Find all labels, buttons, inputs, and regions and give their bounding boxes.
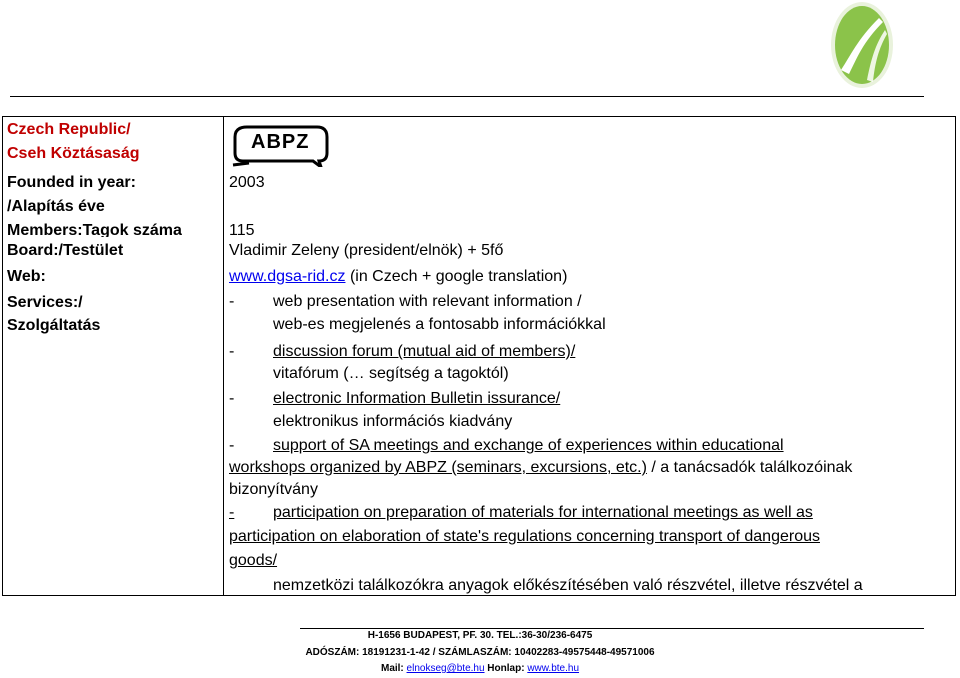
footer-web-link[interactable]: www.bte.hu xyxy=(527,663,580,674)
abpz-logo xyxy=(229,121,335,167)
service-5-line-a: participation on preparation of materials for international meetings as well as xyxy=(273,504,813,521)
founded-value: 2003 xyxy=(229,174,265,191)
service-4-line-b xyxy=(229,458,852,478)
service-3-en: electronic Information Bulletin issurance/ xyxy=(273,390,561,407)
service-1-en: web presentation with relevant information / xyxy=(273,293,582,310)
abpz-logo-text: ABPZ xyxy=(251,131,310,153)
web-label: Web: xyxy=(7,268,46,285)
organization-logo-icon xyxy=(829,0,895,90)
web-note: (in Czech + google translation) xyxy=(349,268,568,285)
service-4-line-d: bizonyítvány xyxy=(229,481,318,498)
founded-label-hu: /Alapítás éve xyxy=(7,198,105,215)
service-2-dash: - xyxy=(229,343,235,360)
members-value: 115 xyxy=(229,222,255,237)
web-row xyxy=(229,267,567,287)
footer-tax: ADÓSZÁM: 18191231-1-42 / SZÁMLASZÁM: 10402283-49575448-49571006 xyxy=(305,647,655,658)
column-divider xyxy=(223,117,224,595)
country-label-en: Czech Republic/ xyxy=(7,121,131,138)
service-2-hu: vitafórum (… segítség a tagoktól) xyxy=(273,365,509,382)
service-5-line-c: goods/ xyxy=(229,552,278,569)
service-5-hu: nemzetközi találkozókra anyagok előkészítésében való részvétel, illetve részvétel a xyxy=(273,577,863,594)
footer-mail-link[interactable]: elnokseg@bte.hu xyxy=(406,663,485,674)
info-table xyxy=(2,116,956,596)
board-value: Vladimir Zeleny (president/elnök) + 5fő xyxy=(229,242,504,259)
footer-divider xyxy=(300,628,924,629)
members-value-clip xyxy=(224,217,424,237)
service-3-hu: elektronikus információs kiadvány xyxy=(273,413,513,430)
service-1-hu: web-es megjelenés a fontosabb információkkal xyxy=(273,316,606,333)
service-4-dash: - xyxy=(229,437,235,454)
footer-mail-label: Mail: xyxy=(380,663,407,674)
services-label-en: Services:/ xyxy=(7,294,83,311)
country-label-hu: Cseh Köztásaság xyxy=(7,145,140,162)
service-4-line-a: support of SA meetings and exchange of experiences within educational xyxy=(273,437,784,454)
service-2-en: discussion forum (mutual aid of members)/ xyxy=(273,343,576,360)
web-link[interactable]: www.dgsa-rid.cz xyxy=(229,268,346,285)
founded-label-en: Founded in year: xyxy=(7,174,136,191)
service-5-dash: - xyxy=(229,504,235,521)
services-label-hu: Szolgáltatás xyxy=(7,317,101,334)
service-5-line-b: participation on elaboration of state's regulations concerning transport of dangerous xyxy=(229,528,820,545)
footer-web-label: Honlap: xyxy=(484,663,528,674)
service-1-dash: - xyxy=(229,293,235,310)
members-label: Members:Tagok száma xyxy=(7,222,182,237)
footer-address: H-1656 BUDAPEST, PF. 30. TEL.:36-30/236-6475 xyxy=(367,630,593,641)
service-4-hu-start: / a tanácsadók találkozóinak xyxy=(646,459,853,476)
header-divider xyxy=(10,96,924,97)
service-4-en-end: workshops organized by ABPZ (seminars, excursions, etc.) xyxy=(229,459,647,476)
board-label: Board:/Testület xyxy=(7,242,124,259)
footer-contact xyxy=(0,663,960,674)
members-label-clip xyxy=(3,217,222,237)
service-3-dash: - xyxy=(229,390,235,407)
